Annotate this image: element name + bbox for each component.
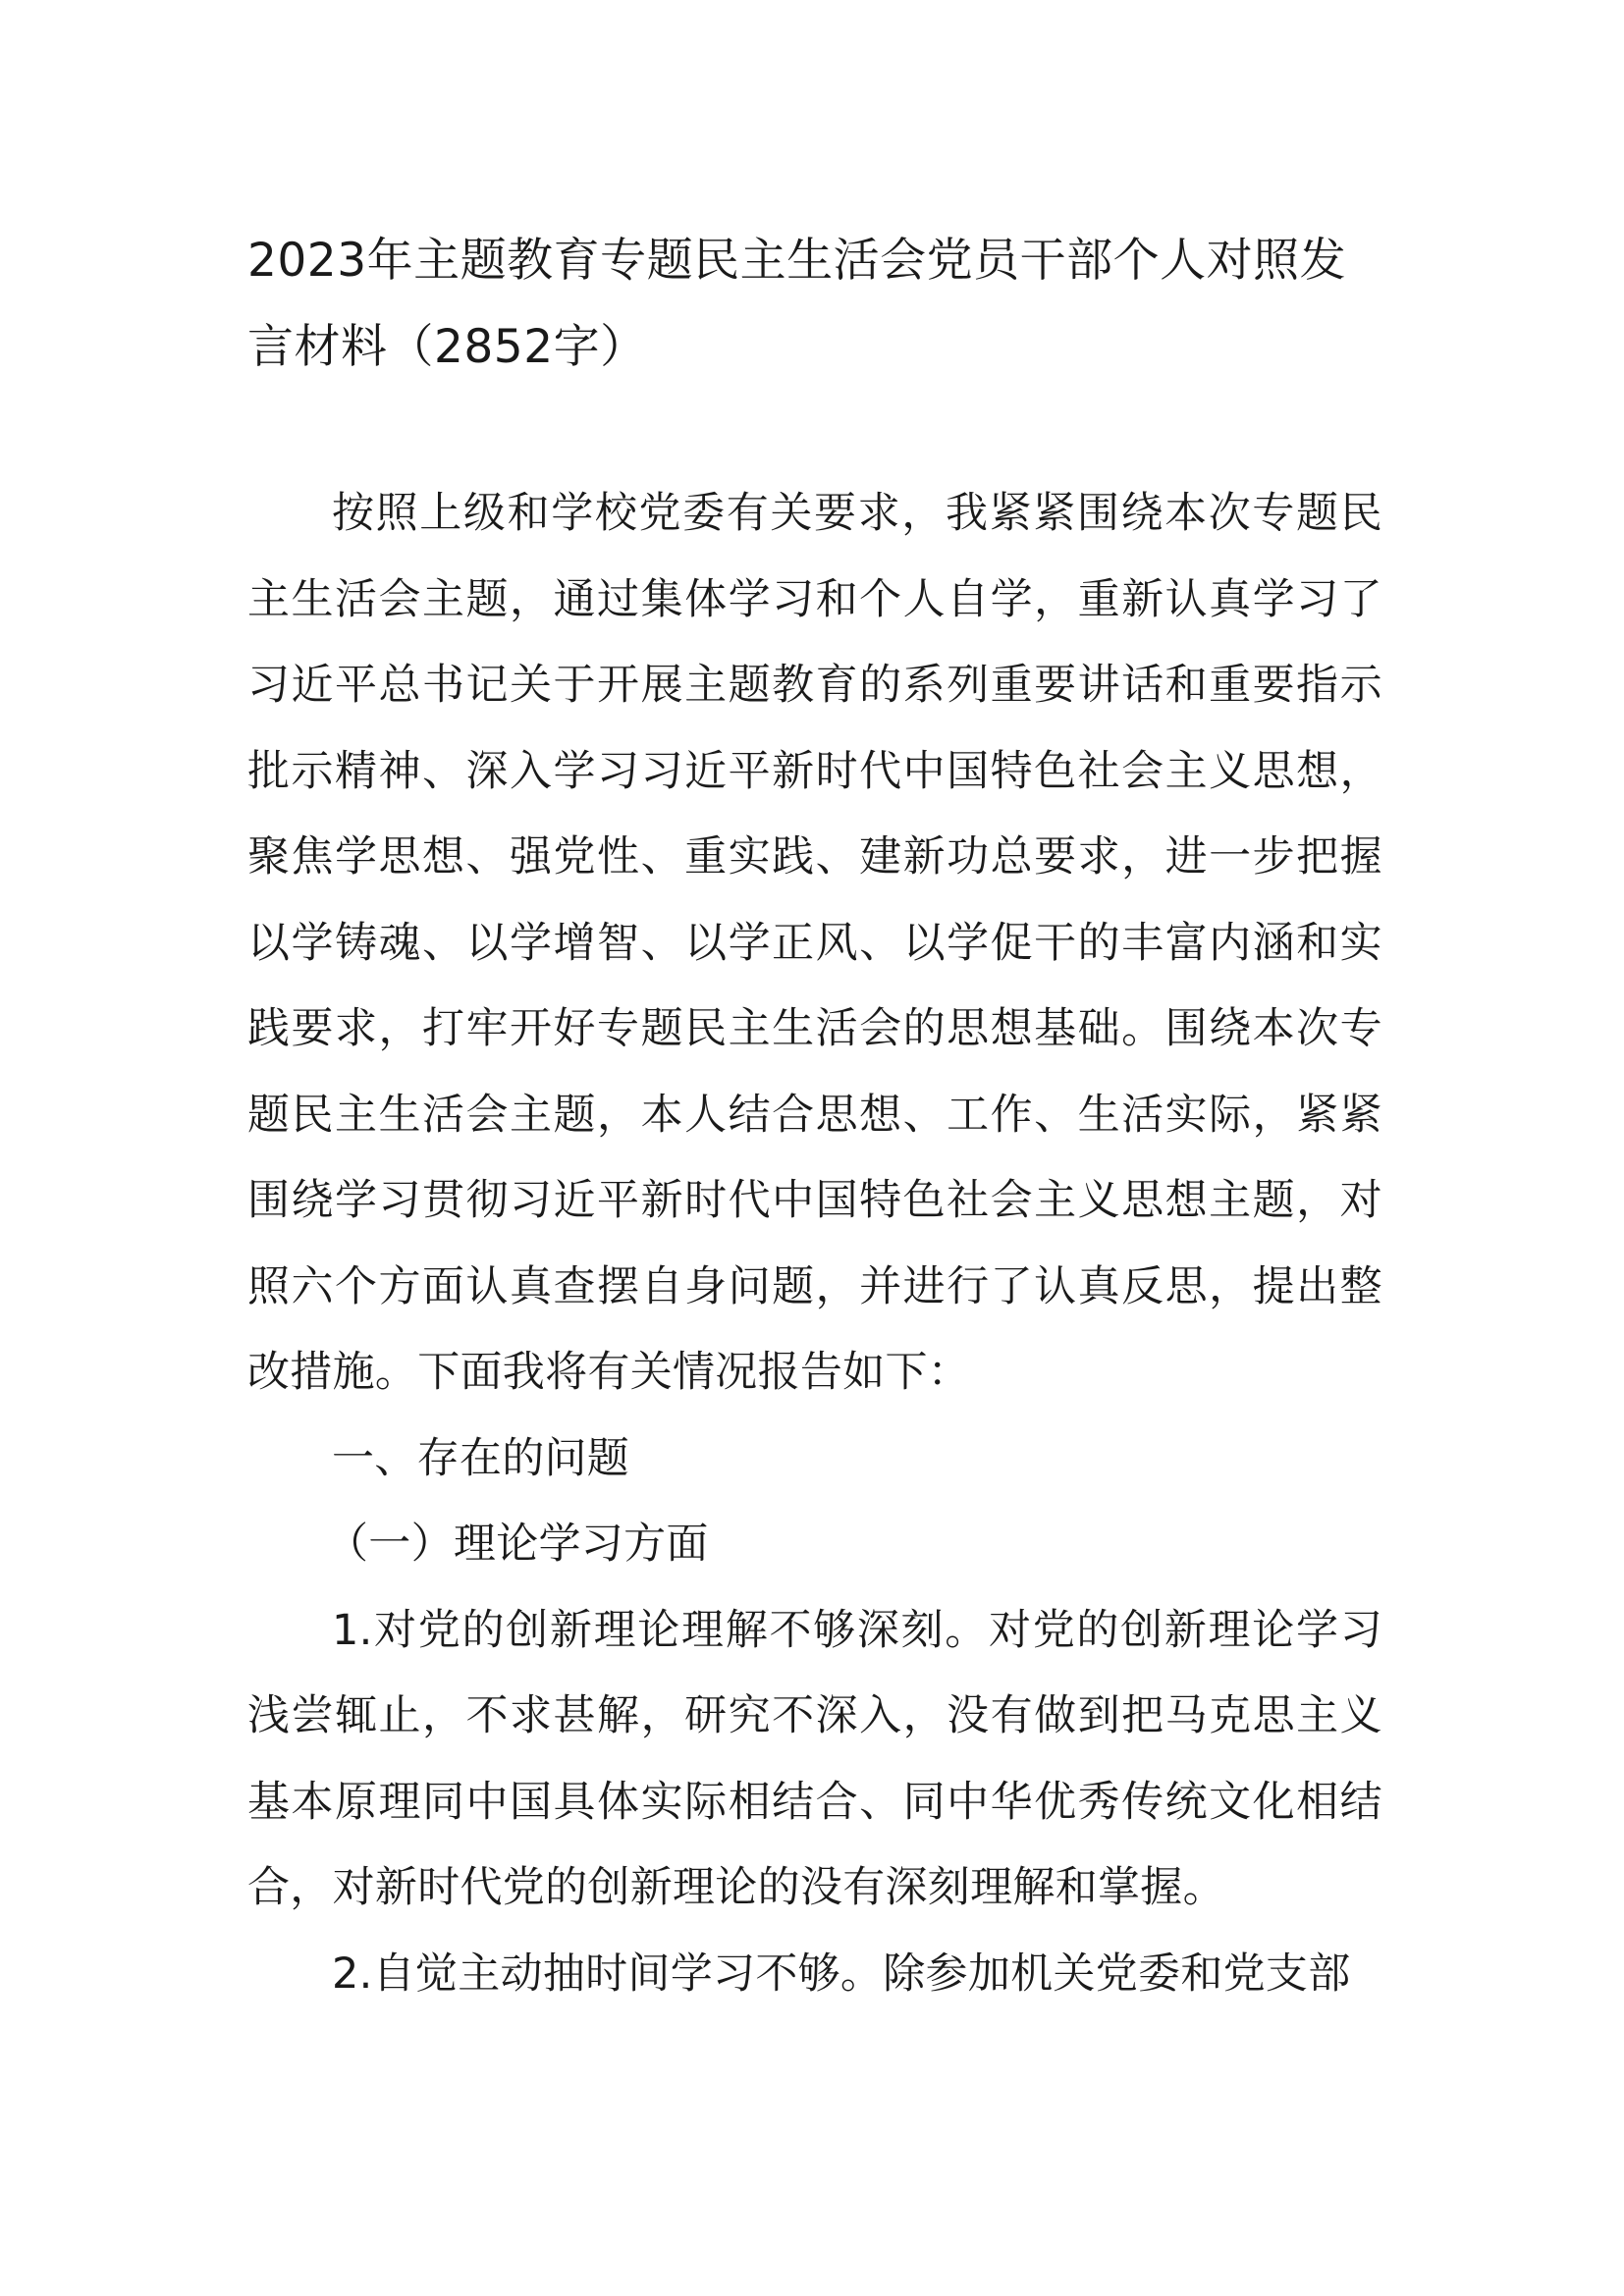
document-title: 2023年主题教育专题民主生活会党员干部个人对照发言材料（2852字）	[247, 234, 1347, 374]
section-heading-problems: 一、存在的问题	[332, 1433, 630, 1483]
problem-item-2: 2.自觉主动抽时间学习不够。除参加机关党委和党支部	[332, 1949, 1351, 1999]
problem-item-1: 1.对党的创新理论理解不够深刻。对党的创新理论学习浅尝辄止，不求甚解，研究不深入，没有做到把马克思主义基本原理同中国具体实际相结合、同中华优秀传统文化相结合，对新时代党的创新理论的没有深刻理解和掌握。	[247, 1605, 1382, 1912]
subsection-heading-theory-study: （一）理论学习方面	[326, 1520, 709, 1569]
intro-paragraph: 按照上级和学校党委有关要求，我紧紧围绕本次专题民主生活会主题，通过集体学习和个人自学，重新认真学习了习近平总书记关于开展主题教育的系列重要讲话和重要指示批示精神、深入学习习近平新时代中国特色社会主义思想，聚焦学思想、强党性、重实践、建新功总要求，进一步把握以学铸魂、以学增智、以学正风、以学促干的丰富内涵和实践要求，打牢开好专题民主生活会的思想基础。围绕本次专题民主生活会主题，本人结合思想、工作、生活实际，紧紧围绕学习贯彻习近平新时代中国特色社会主义思想主题，对照六个方面认真查摆自身问题，并进行了认真反思，提出整改措施。下面我将有关情况报告如下：	[247, 489, 1382, 1397]
document-body	[247, 218, 1382, 2017]
